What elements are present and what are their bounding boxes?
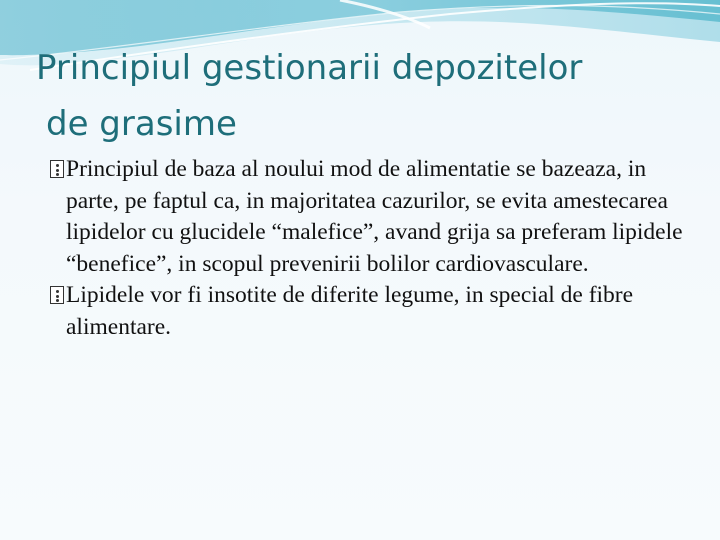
title-line-2: de grasime — [46, 104, 237, 144]
bullet-text: Lipidele vor fi insotite de diferite legume, in special de fibre alimentare. — [66, 282, 634, 340]
bullet-icon — [50, 286, 64, 304]
title-line-1: Principiul gestionarii depozitelor — [36, 48, 583, 88]
bullet-list — [50, 154, 690, 343]
bullet-icon — [50, 160, 64, 178]
list-item — [50, 280, 690, 343]
list-item — [50, 154, 690, 280]
bullet-text: Principiul de baza al noului mod de alimentatie se bazeaza, in parte, pe faptul ca, in majoritatea cazurilor, se evita amestecarea lipidelor cu glucidele “malefice”, avand grija sa preferam lipidele “benefice”, in scopul prevenirii bolilor cardiovasculare. — [66, 156, 683, 277]
slide-title — [36, 40, 696, 152]
